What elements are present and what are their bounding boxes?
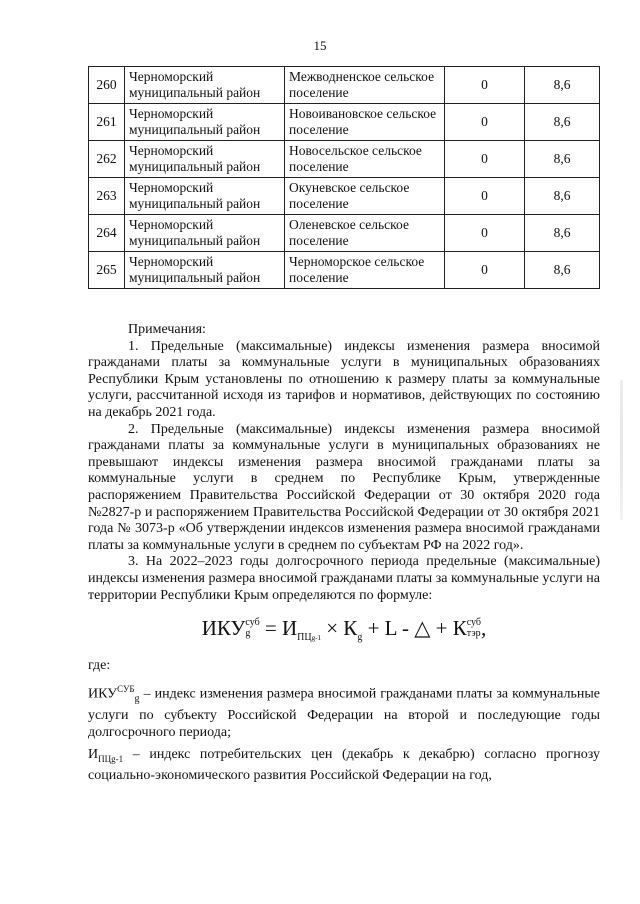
district-cell: Черноморский муниципальный район [125, 104, 285, 141]
formula-times: × К [320, 616, 358, 641]
definition-iku-term: ИКУ [88, 686, 118, 702]
formula-k-sub: g [357, 632, 363, 644]
table-row [89, 215, 600, 252]
where-label: где: [88, 658, 111, 674]
formula-kt-sub: тэр [466, 628, 481, 640]
formula-i: И [282, 616, 298, 641]
index-formula [88, 614, 600, 652]
index-value-1: 0 [445, 252, 525, 289]
formula-i-sub-minor: g-1 [311, 634, 321, 643]
table-row [89, 104, 600, 141]
settlement-cell: Новоивановское сельское поселение [285, 104, 445, 141]
formula-lhs-scripts [245, 617, 259, 639]
row-number: 261 [89, 104, 125, 141]
page-number: 15 [313, 38, 327, 53]
formula-eq: = [259, 616, 282, 641]
formula-lhs-sub: g [245, 628, 251, 640]
note-2: 2. Предельные (максимальные) индексы изменения размера вносимой гражданами платы за коммунальные услуги в муниципальных образованиях не превышают индексы изменения размера вносимой гражданами платы за коммунальные услуги в среднем по Республике Крым, утвержденные распоряжением Правительства Российской Федерации от 30 октября 2020 года №2827-р и распоряжением Правительства Российской Федерации от 30 октября 2021 года № 3073-р «Об утверждении индексов изменения размера вносимой гражданами платы за коммунальные услуги в среднем по субъектам РФ на 2022 год». [88, 421, 600, 553]
definition-ipc [88, 747, 600, 784]
definition-ipc-text: – индекс потребительских цен (декабрь к декабрю) согласно прогнозу социально-экономического развития Российской Федерации на год, [88, 747, 600, 783]
settlement-cell: Черноморское сельское поселение [285, 252, 445, 289]
index-value-2: 8,6 [525, 252, 600, 289]
formula-lhs: ИКУ [201, 616, 246, 641]
row-number: 260 [89, 67, 125, 104]
definition-iku-sub: g [134, 693, 140, 705]
formula-kt-scripts [467, 617, 481, 639]
formula-lhs-sup: суб [245, 617, 260, 629]
definition-ipc-term: И [88, 747, 99, 763]
tariff-index-table [88, 66, 600, 289]
definition-ipc-sub: ПЦg-1 [98, 753, 124, 764]
formula-i-sub-main: ПЦ [297, 632, 312, 644]
note-3: 3. На 2022–2023 годы долгосрочного периода предельные (максимальные) индексы изменения размера вносимой гражданами платы за коммунальные услуги на территории Республики Крым определяются по формуле: [88, 554, 600, 603]
table-row [89, 67, 600, 104]
index-value-1: 0 [445, 104, 525, 141]
index-value-1: 0 [445, 67, 525, 104]
note-1: 1. Предельные (максимальные) индексы изменения размера вносимой гражданами платы за коммунальные услуги в муниципальных образованиях Республики Крым установлены по отношению к размеру платы за коммунальные услуги, рассчитанной исходя из тарифов и нормативов, действующих по состоянию на декабрь 2021 года. [88, 338, 600, 420]
definition-iku-sup: СУБ [117, 683, 135, 694]
settlement-cell: Окуневское сельское поселение [285, 178, 445, 215]
table-row [89, 141, 600, 178]
row-number: 264 [89, 215, 125, 252]
index-value-1: 0 [445, 215, 525, 252]
index-value-2: 8,6 [525, 141, 600, 178]
formula-end: , [480, 616, 487, 641]
district-cell: Черноморский муниципальный район [125, 252, 285, 289]
formula-i-sub [297, 632, 321, 643]
district-cell: Черноморский муниципальный район [125, 141, 285, 178]
index-value-1: 0 [445, 141, 525, 178]
settlement-cell: Межводненское сельское поселение [285, 67, 445, 104]
definition-iku [88, 681, 600, 741]
settlement-cell: Оленевское сельское поселение [285, 215, 445, 252]
index-value-2: 8,6 [525, 104, 600, 141]
district-cell: Черноморский муниципальный район [125, 215, 285, 252]
table-row [89, 252, 600, 289]
row-number: 262 [89, 141, 125, 178]
notes-heading: Примечания: [128, 322, 206, 337]
formula-mid: + L - △ + К [362, 616, 467, 641]
table-row [89, 178, 600, 215]
row-number: 263 [89, 178, 125, 215]
definition-iku-text: – индекс изменения размера вносимой гражданами платы за коммунальные услуги по субъекту Российской Федерации на второй и последующие годы долгосрочного периода; [88, 686, 600, 740]
index-value-2: 8,6 [525, 215, 600, 252]
scan-artifact [620, 380, 623, 520]
notes-section [88, 322, 600, 784]
settlement-cell: Новосельское сельское поселение [285, 141, 445, 178]
district-cell: Черноморский муниципальный район [125, 67, 285, 104]
row-number: 265 [89, 252, 125, 289]
index-value-1: 0 [445, 178, 525, 215]
index-value-2: 8,6 [525, 178, 600, 215]
district-cell: Черноморский муниципальный район [125, 178, 285, 215]
formula-kt-sup: суб [466, 617, 481, 629]
index-value-2: 8,6 [525, 67, 600, 104]
